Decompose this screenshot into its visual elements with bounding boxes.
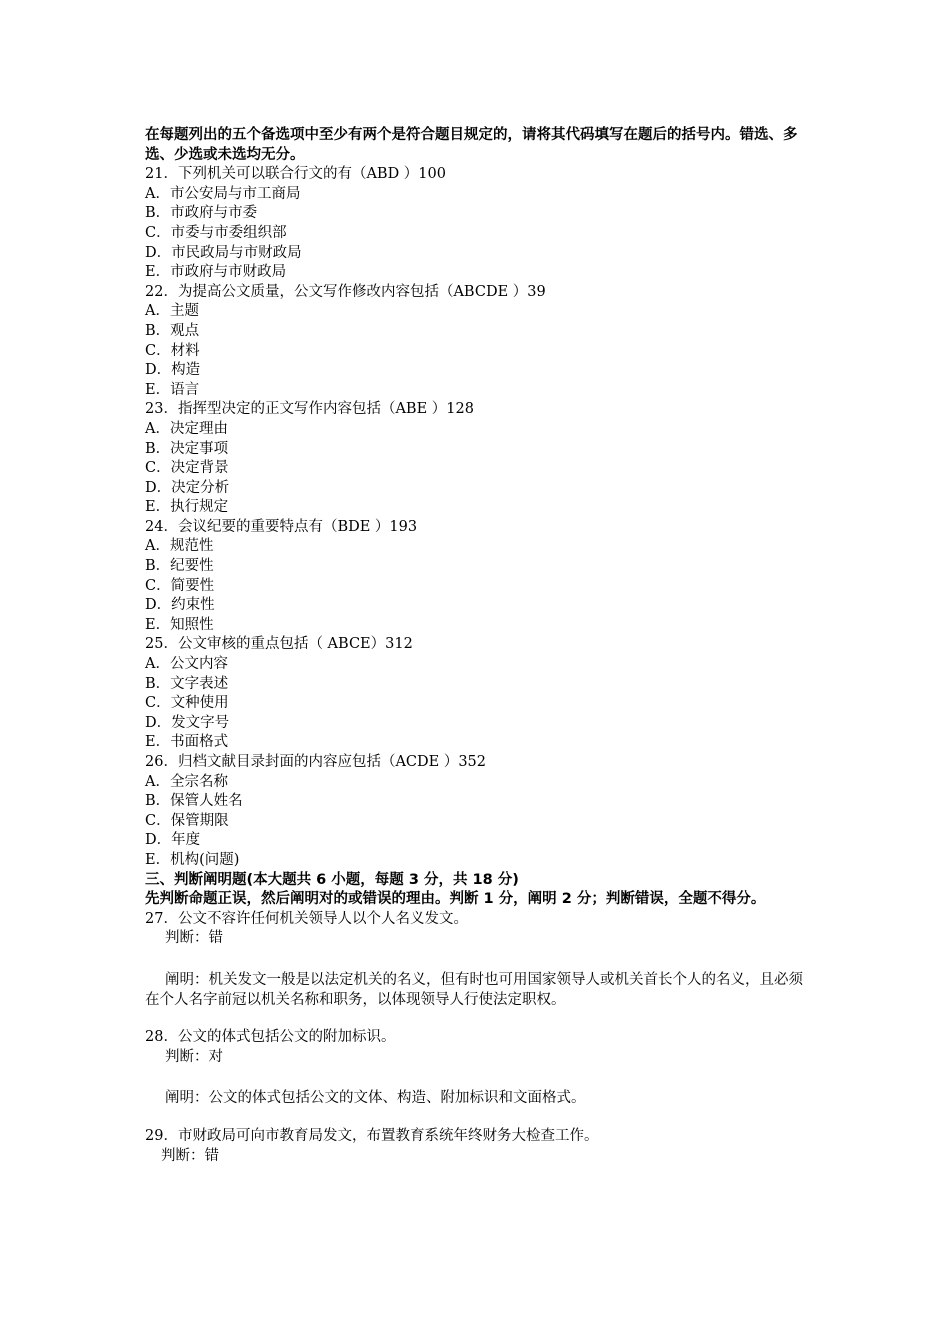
option-a: A．规范性 [145, 538, 214, 555]
option-c: C．材料 [145, 342, 200, 359]
option-a: A．市公安局与市工商局 [145, 185, 301, 202]
judgment-verdict: 判断：错 [161, 1147, 219, 1164]
option-d: D．约束性 [145, 597, 215, 614]
option-d: D．构造 [145, 362, 201, 379]
document-body [145, 126, 810, 1166]
section-3-instruction: 先判断命题正误，然后阐明对的或错误的理由。判断 1 分，阐明 2 分；判断错误，全题不得分。 [145, 891, 766, 908]
option-b: B．决定事项 [145, 440, 229, 457]
option-a: A．决定理由 [145, 420, 228, 437]
question-stem: 24．会议纪要的重要特点有（BDE ）193 [145, 518, 418, 535]
option-e: E．机构(问题) [145, 851, 240, 868]
option-b: B．观点 [145, 322, 200, 339]
option-b: B．保管人姓名 [145, 793, 243, 810]
option-d: D．发文字号 [145, 714, 230, 731]
question-stem: 21．下列机关可以联合行文的有（ABD ）100 [145, 166, 446, 183]
option-d: D．决定分析 [145, 479, 230, 496]
judgment-explain: 阐明：公文的体式包括公文的文体、构造、附加标识和文面格式。 [165, 1090, 586, 1107]
option-a: A．公文内容 [145, 656, 228, 673]
option-c: C．文种使用 [145, 695, 229, 712]
judgment-verdict: 判断：错 [165, 930, 223, 947]
option-c: C．市委与市委组织部 [145, 224, 287, 241]
option-b: B．纪要性 [145, 558, 214, 575]
judgment-27 [145, 910, 810, 1010]
option-b: B．市政府与市委 [145, 205, 258, 222]
option-c: C．保管期限 [145, 812, 229, 829]
question-25 [145, 635, 810, 753]
option-c: C．决定背景 [145, 460, 229, 477]
option-e: E．书面格式 [145, 734, 229, 751]
question-24 [145, 518, 810, 636]
judgment-explain: 阐明：机关发文一般是以法定机关的名义，但有时也可用国家领导人或机关首长个人的名义，且必须在个人名字前冠以机关名称和职务，以体现领导人行使法定职权。 [145, 971, 803, 1008]
question-23 [145, 400, 810, 518]
option-d: D．年度 [145, 832, 201, 849]
question-22 [145, 283, 810, 401]
question-stem: 26．归档文献目录封面的内容应包括（ACDE ）352 [145, 754, 487, 770]
option-a: A．主题 [145, 303, 199, 320]
option-a: A．全宗名称 [145, 773, 228, 790]
section-3-title: 三、判断阐明题(本大题共 6 小题，每题 3 分，共 18 分) [145, 871, 519, 888]
option-b: B．文字表述 [145, 675, 229, 692]
judgment-verdict: 判断：对 [165, 1048, 223, 1065]
judgment-stem: 28．公文的体式包括公文的附加标识。 [145, 1029, 396, 1046]
judgment-stem: 29．市财政局可向市教育局发文，布置教育系统年终财务大检查工作。 [145, 1127, 599, 1144]
option-e: E．市政府与市财政局 [145, 264, 287, 281]
judgment-stem: 27．公文不容许任何机关领导人以个人名义发文。 [145, 910, 468, 927]
question-21 [145, 165, 810, 283]
option-e: E．知照性 [145, 616, 214, 633]
question-stem: 23．指挥型决定的正文写作内容包括（ABE ）128 [145, 401, 474, 418]
option-c: C．简要性 [145, 577, 215, 594]
question-stem: 22．为提高公文质量，公文写作修改内容包括（ABCDE ）39 [145, 283, 546, 300]
option-e: E．语言 [145, 381, 200, 398]
option-d: D．市民政局与市财政局 [145, 244, 302, 261]
option-e: E．执行规定 [145, 499, 229, 516]
judgment-28 [145, 1028, 810, 1109]
question-stem: 25．公文审核的重点包括（ ABCE）312 [145, 636, 413, 653]
section-intro: 在每题列出的五个备选项中至少有两个是符合题目规定的，请将其代码填写在题后的括号内。错选、多选、少选或未选均无分。 [145, 127, 798, 163]
judgment-29 [145, 1127, 810, 1166]
question-26 [145, 753, 810, 871]
